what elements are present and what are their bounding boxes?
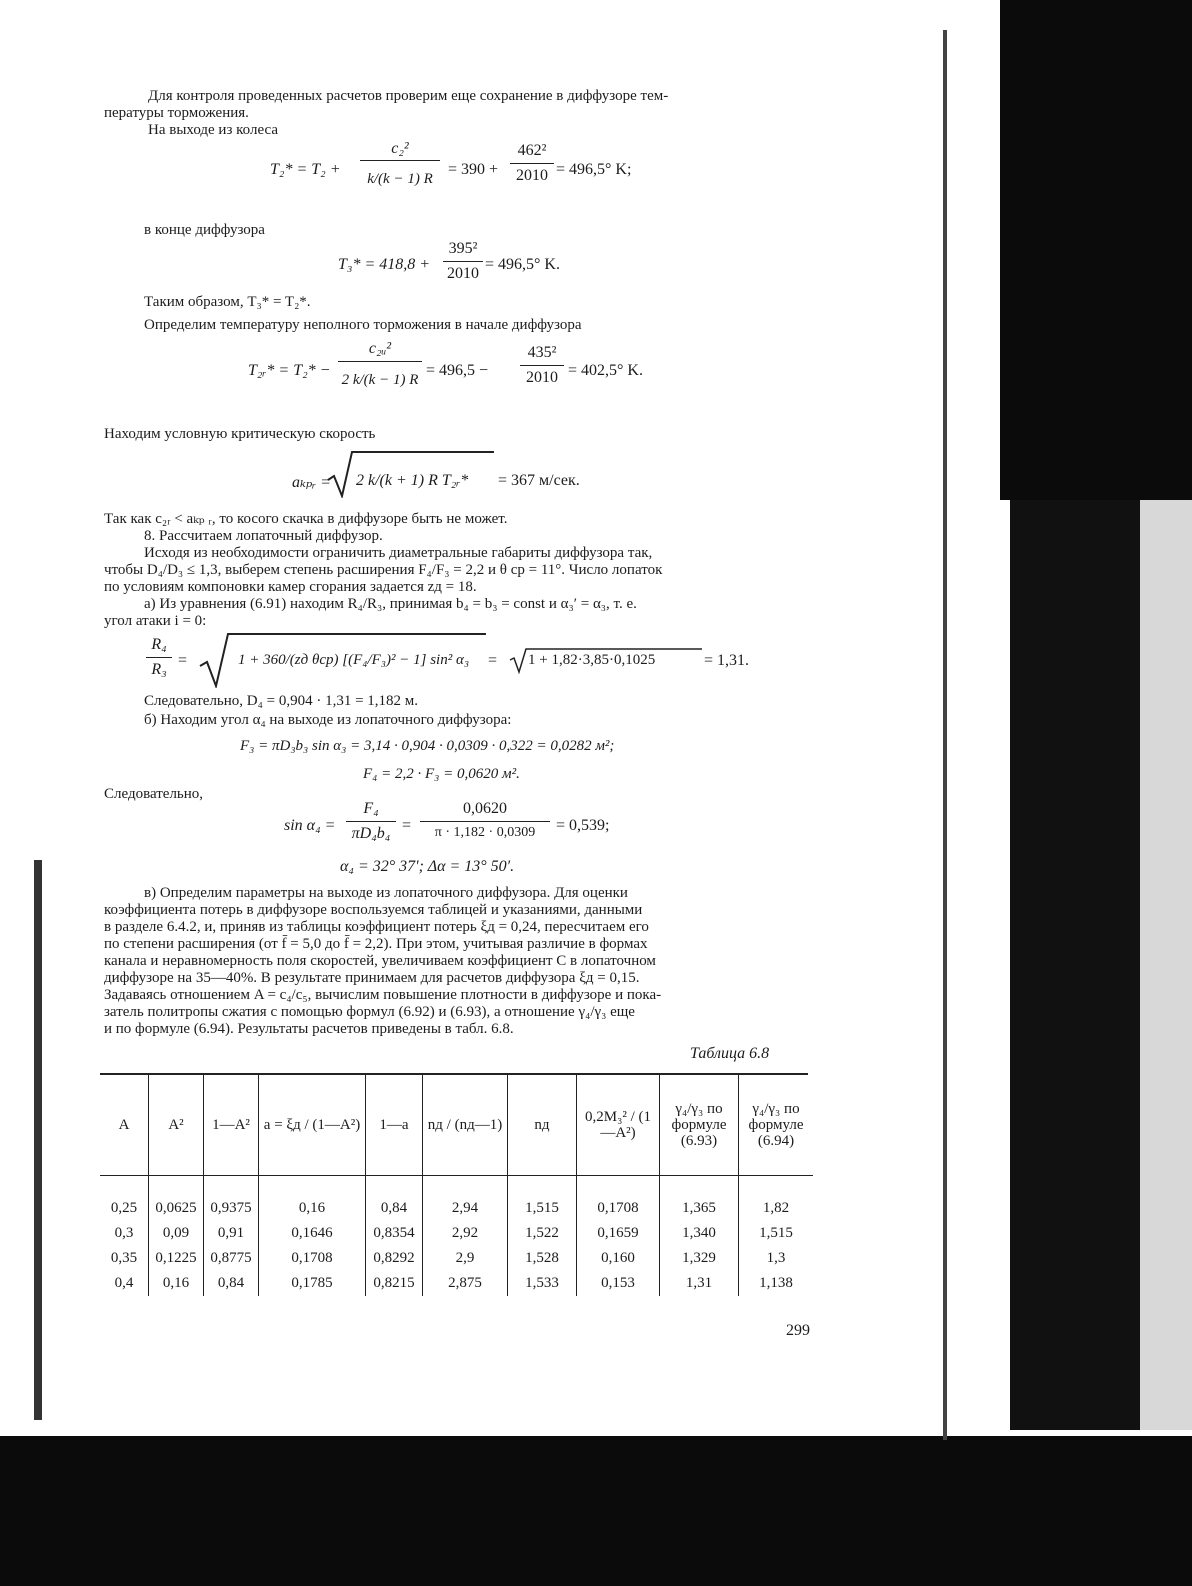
paragraph-line: в разделе 6.4.2, и, приняв из таблицы коэффициент потерь ξд = 0,24, пересчитаем его bbox=[104, 919, 649, 935]
paragraph-line: в конце диффузора bbox=[144, 222, 265, 238]
table-cell: 1,533 bbox=[508, 1271, 577, 1296]
paragraph-line: Находим условную критическую скорость bbox=[104, 426, 376, 442]
table-row bbox=[100, 1246, 813, 1271]
table-cell: 1,522 bbox=[508, 1221, 577, 1246]
paragraph-line: Следовательно, D₄ = 0,904 · 1,31 = 1,182 м. bbox=[144, 693, 419, 709]
table-cell: 0,4 bbox=[114, 1275, 134, 1291]
formula-8-fraction-2 bbox=[420, 800, 550, 841]
table-cell: 1,515 bbox=[739, 1221, 814, 1246]
table-row bbox=[100, 1271, 813, 1296]
table-row bbox=[100, 1176, 813, 1222]
table-cell: 0,9375 bbox=[204, 1176, 259, 1222]
formula-5-radicand-2: 1 + 1,82·3,85·0,1025 bbox=[528, 652, 656, 668]
table-cell: 1,82 bbox=[739, 1176, 814, 1222]
formula-6: F₃ = πD₃b₃ sin α₃ = 3,14 · 0,904 · 0,0309 · 0,322 = 0,0282 м²; bbox=[240, 738, 615, 754]
table-header-cell: a = ξд / (1—A²) bbox=[259, 1075, 366, 1176]
formula-4-lhs: aₖₚᵣ = bbox=[292, 474, 331, 491]
scan-right-grey-edge bbox=[1140, 500, 1192, 1430]
paragraph-line: в) Определим параметры на выходе из лопаточного диффузора. Для оценки bbox=[144, 885, 628, 901]
formula-3-denominator: 2 k/(k − 1) R bbox=[341, 372, 419, 388]
formula-7: F₄ = 2,2 · F₃ = 0,0620 м². bbox=[363, 766, 520, 782]
formula-2-lhs: T₃* = 418,8 + bbox=[338, 256, 431, 273]
table-header-cell: γ₄/γ₃ по формуле (6.94) bbox=[739, 1075, 814, 1176]
formula-1-denominator: k/(k − 1) R bbox=[367, 171, 433, 187]
table-header-cell: 1—a bbox=[366, 1075, 423, 1176]
table-header-cell: nд bbox=[508, 1075, 577, 1176]
formula-1-numerator-2: 462² bbox=[517, 142, 547, 159]
table-header-cell: 0,2M₃² / (1—A²) bbox=[577, 1075, 660, 1176]
paragraph-line: Для контроля проведенных расчетов проверим еще сохранение в диффузоре тем- bbox=[148, 88, 669, 104]
fraction-bar bbox=[420, 821, 550, 822]
table-cell: 1,31 bbox=[660, 1271, 739, 1296]
results-table bbox=[100, 1075, 813, 1296]
paragraph-line: а) Из уравнения (6.91) находим R₄/R₃, принимая b₄ = b₃ = const и α₃′ = α₃, т. е. bbox=[144, 596, 637, 612]
table-cell: 0,35 bbox=[110, 1250, 138, 1266]
table-cell: 2,9 bbox=[423, 1246, 508, 1271]
table-cell: 0,84 bbox=[204, 1271, 259, 1296]
formula-1-middle: = 390 + bbox=[448, 161, 499, 178]
formula-3-numerator: c₂ᵤ² bbox=[368, 340, 392, 357]
formula-5-result: = 1,31. bbox=[704, 652, 750, 669]
formula-5-lhs-fraction bbox=[146, 636, 172, 679]
paragraph-line: Так как c₂ᵣ < aₖₚ ᵣ, то косого скачка в диффузоре быть не может. bbox=[104, 511, 508, 527]
table-cell: 0,84 bbox=[366, 1176, 423, 1222]
table-cell: 0,1708 bbox=[577, 1176, 660, 1222]
table-cell: 1,329 bbox=[660, 1246, 739, 1271]
table-cell: 0,8775 bbox=[204, 1246, 259, 1271]
formula-1-fraction bbox=[360, 140, 440, 188]
table-header-cell: nд / (nд—1) bbox=[423, 1075, 508, 1176]
formula-3-middle: = 496,5 − bbox=[426, 362, 489, 379]
table-cell: 0,09 bbox=[149, 1221, 204, 1246]
formula-8-denominator-2: π · 1,182 · 0,0309 bbox=[434, 825, 536, 840]
fraction-bar bbox=[360, 160, 440, 161]
formula-5-equals-2: = bbox=[488, 652, 498, 669]
fraction-bar bbox=[443, 261, 483, 262]
paragraph-line: по степени расширения (от f̄ = 5,0 до f̄ = 2,2). При этом, учитывая различие в формах bbox=[104, 936, 648, 952]
paragraph-line: и по формуле (6.94). Результаты расчетов приведены в табл. 6.8. bbox=[104, 1021, 514, 1037]
table-cell: 0,1659 bbox=[577, 1221, 660, 1246]
table-cell: 0,16 bbox=[149, 1271, 204, 1296]
table-cell: 0,1646 bbox=[259, 1221, 366, 1246]
scan-left-edge-mark bbox=[34, 860, 42, 1420]
fraction-bar bbox=[510, 163, 554, 164]
formula-5-lhs-denominator: R₃ bbox=[151, 661, 167, 678]
table-cell: 0,8354 bbox=[366, 1221, 423, 1246]
table-cell: 0,0625 bbox=[149, 1176, 204, 1222]
fraction-bar bbox=[346, 821, 396, 822]
formula-5-equals: = bbox=[178, 652, 188, 669]
formula-8-numerator: F₄ bbox=[363, 800, 379, 817]
paragraph-line: Исходя из необходимости ограничить диаметральные габариты диффузора так, bbox=[144, 545, 653, 561]
formula-1-lhs: T₂* = T₂ + bbox=[270, 161, 341, 178]
table-cell: 1,528 bbox=[508, 1246, 577, 1271]
scan-right-dark-area bbox=[1000, 0, 1192, 500]
paragraph-line: Задаваясь отношением A = c₄/c₅, вычислим повышение плотности в диффузоре и пока- bbox=[104, 987, 662, 1003]
table-cell: 0,8215 bbox=[366, 1271, 423, 1296]
formula-3-lhs: T₂ᵣ* = T₂* − bbox=[248, 362, 331, 379]
table-cell: 1,3 bbox=[739, 1246, 814, 1271]
formula-1-denominator-2: 2010 bbox=[516, 167, 548, 184]
formula-8-numerator-2: 0,0620 bbox=[463, 800, 507, 817]
page-number: 299 bbox=[786, 1322, 810, 1339]
formula-1-result: = 496,5° K; bbox=[556, 161, 632, 178]
formula-1-fraction-2 bbox=[510, 142, 554, 185]
formula-8-equals: = bbox=[402, 817, 412, 834]
table-cell: 1,340 bbox=[660, 1221, 739, 1246]
paragraph-line: по условиям компоновки камер сгорания задается zд = 18. bbox=[104, 579, 477, 595]
table-cell: 1,365 bbox=[660, 1176, 739, 1222]
scan-bottom-dark-area bbox=[0, 1436, 1192, 1586]
formula-4-radicand: 2 k/(k + 1) R T₂ᵣ* bbox=[356, 472, 469, 489]
paragraph-line: Определим температуру неполного торможения в начале диффузора bbox=[144, 317, 582, 333]
formula-8-lhs: sin α₄ = bbox=[284, 817, 336, 834]
paragraph-line: На выходе из колеса bbox=[148, 122, 278, 138]
fraction-bar bbox=[338, 361, 422, 362]
formula-3-numerator-2: 435² bbox=[527, 344, 557, 361]
paragraph-line: коэффициента потерь в диффузоре воспользуемся таблицей и указаниями, данными bbox=[104, 902, 643, 918]
scan-gutter-line bbox=[943, 30, 947, 1440]
formula-2-numerator: 395² bbox=[448, 240, 478, 257]
fraction-bar bbox=[520, 365, 564, 366]
paragraph-line: б) Находим угол α₄ на выходе из лопаточного диффузора: bbox=[144, 712, 512, 728]
table-cell: 1,138 bbox=[739, 1271, 814, 1296]
paragraph-line: Таким образом, T₃* = T₂*. bbox=[144, 294, 311, 310]
formula-8-fraction bbox=[346, 800, 396, 843]
fraction-bar bbox=[146, 657, 172, 658]
formula-8-result: = 0,539; bbox=[556, 817, 610, 834]
formula-2-fraction bbox=[443, 240, 483, 283]
table-cell: 0,25 bbox=[110, 1200, 138, 1216]
table-cell: 0,3 bbox=[114, 1225, 134, 1241]
table-row bbox=[100, 1221, 813, 1246]
scan-right-dark-band bbox=[1010, 500, 1140, 1430]
paragraph-line: угол атаки i = 0: bbox=[104, 613, 207, 629]
formula-8-denominator: πD₄b₄ bbox=[351, 825, 391, 842]
formula-2-result: = 496,5° K. bbox=[485, 256, 560, 273]
formula-3-denominator-2: 2010 bbox=[526, 369, 558, 386]
table-cell: 0,16 bbox=[259, 1176, 366, 1222]
formula-1-numerator: c₂² bbox=[391, 140, 409, 157]
formula-2-denominator: 2010 bbox=[447, 265, 479, 282]
formula-3-fraction-2 bbox=[520, 344, 564, 387]
table-cell: 0,1708 bbox=[259, 1246, 366, 1271]
table-header-cell: A² bbox=[149, 1075, 204, 1176]
paragraph-line: пературы торможения. bbox=[104, 105, 249, 121]
table-header-cell: A bbox=[100, 1075, 149, 1176]
paragraph-line: 8. Рассчитаем лопаточный диффузор. bbox=[144, 528, 383, 544]
table-cell: 2,92 bbox=[423, 1221, 508, 1246]
formula-3-fraction bbox=[338, 340, 422, 389]
table-cell: 2,875 bbox=[423, 1271, 508, 1296]
table-caption: Таблица 6.8 bbox=[690, 1045, 770, 1062]
table-cell: 0,1785 bbox=[259, 1271, 366, 1296]
table-cell: 1,515 bbox=[508, 1176, 577, 1222]
table-cell: 0,1225 bbox=[149, 1246, 204, 1271]
paragraph-line: канала и неравномерность поля скоростей, увеличиваем коэффициент C в лопаточном bbox=[104, 953, 656, 969]
table-header-cell: 1—A² bbox=[204, 1075, 259, 1176]
table-cell: 0,8292 bbox=[366, 1246, 423, 1271]
paragraph-line: затель политропы сжатия с помощью формул (6.92) и (6.93), а отношение γ₄/γ₃ еще bbox=[104, 1004, 635, 1020]
table-cell: 0,153 bbox=[577, 1271, 660, 1296]
table-cell: 2,94 bbox=[423, 1176, 508, 1222]
table-header-cell: γ₄/γ₃ по формуле (6.93) bbox=[660, 1075, 739, 1176]
table-cell: 0,160 bbox=[577, 1246, 660, 1271]
paragraph-line: Следовательно, bbox=[104, 786, 204, 802]
formula-5-radicand: 1 + 360/(zд θср) [(F₄/F₃)² − 1] sin² α₃ bbox=[238, 652, 470, 668]
paragraph-line: чтобы D₄/D₃ ≤ 1,3, выберем степень расширения F₄/F₃ = 2,2 и θ ср = 11°. Число лопаток bbox=[104, 562, 663, 578]
formula-3-result: = 402,5° K. bbox=[568, 362, 643, 379]
table-header-row bbox=[100, 1075, 813, 1176]
formula-4-result: = 367 м/сек. bbox=[498, 472, 580, 489]
formula-9: α₄ = 32° 37′; Δα = 13° 50′. bbox=[340, 858, 515, 875]
table-cell: 0,91 bbox=[204, 1221, 259, 1246]
paragraph-line: диффузоре на 35—40%. В результате принимаем для расчетов диффузора ξд = 0,15. bbox=[104, 970, 640, 986]
formula-5-lhs-numerator: R₄ bbox=[151, 636, 167, 653]
table-body bbox=[100, 1176, 813, 1297]
